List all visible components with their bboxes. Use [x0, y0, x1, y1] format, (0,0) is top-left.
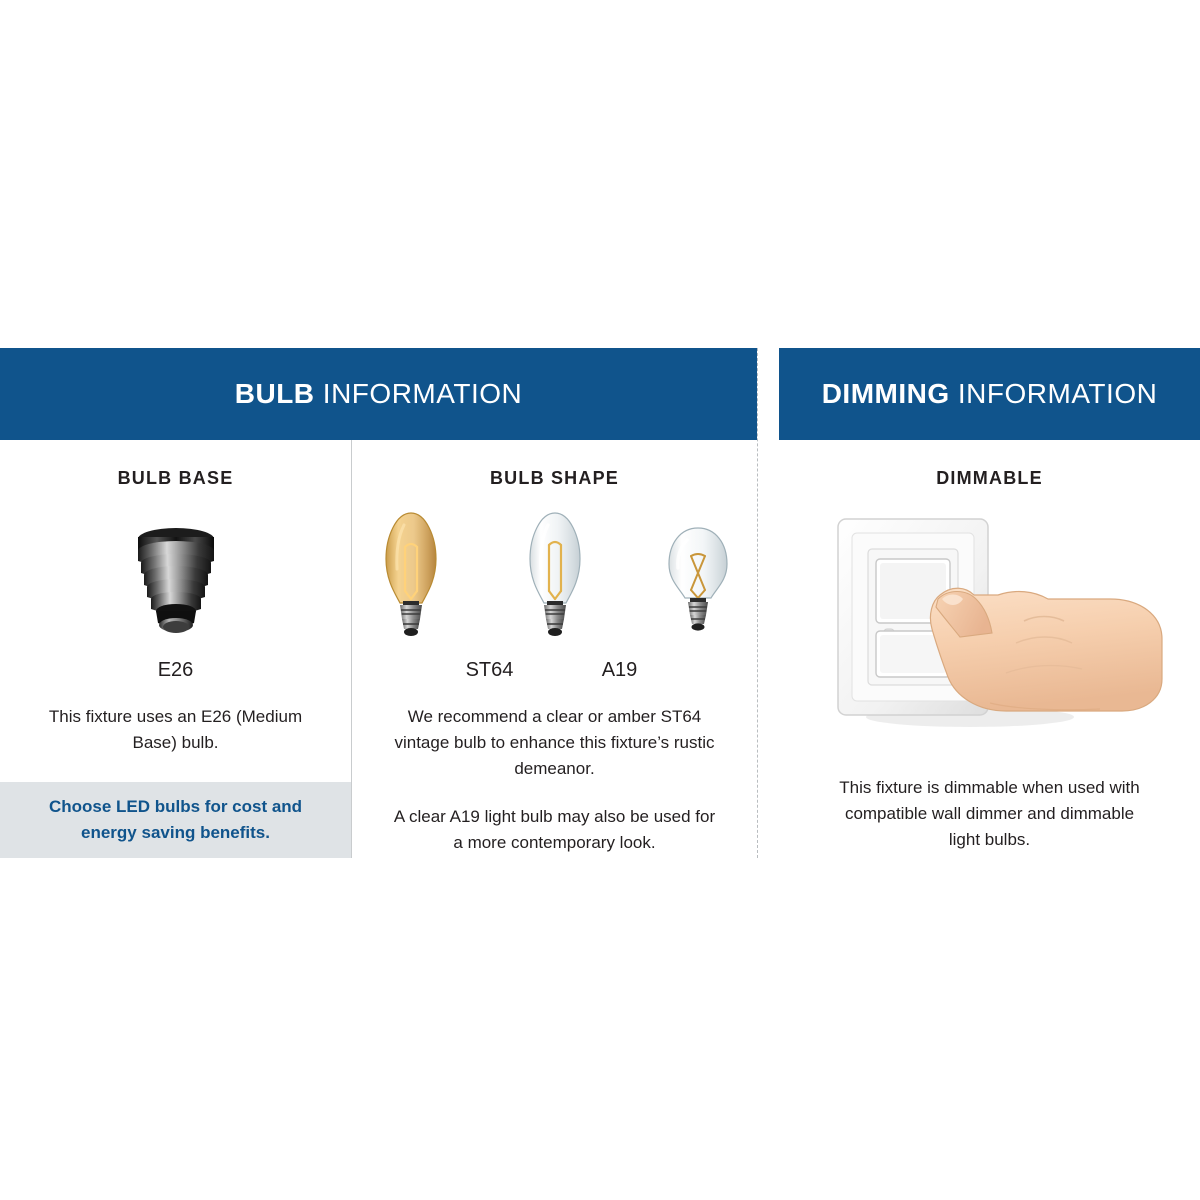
bulb-shape-label-a19: A19 — [601, 659, 638, 681]
bulb-shape-art — [352, 497, 757, 647]
bulb-base-column — [0, 440, 351, 858]
bulb-base-label: E26 — [157, 659, 194, 681]
bulb-base-art — [0, 497, 351, 647]
bulb-shape-labels — [352, 659, 757, 682]
clear-st64-bulb-icon — [496, 497, 614, 647]
hand-pressing-wall-dimmer-icon — [779, 503, 1200, 753]
bulb-shape-column — [351, 440, 757, 858]
bulb-information-panel — [0, 348, 757, 858]
dimmable-column — [779, 440, 1200, 853]
bulb-shape-heading: BULB SHAPE — [489, 468, 619, 488]
bulb-base-heading: BULB BASE — [117, 468, 234, 488]
bulb-information-title-rest: INFORMATION — [314, 378, 523, 409]
bulb-information-title — [235, 378, 522, 410]
bulb-base-description: This fixture uses an E26 (Medium Base) bulb. — [48, 707, 303, 752]
bulb-shape-paragraph-1: We recommend a clear or amber ST64 vintage bulb to enhance this fixture’s rustic demeanor. — [394, 707, 715, 778]
dimmable-heading: DIMMABLE — [936, 468, 1043, 488]
led-callout — [0, 782, 351, 858]
bulb-information-header — [0, 348, 757, 440]
bulb-shape-label-st64: ST64 — [465, 659, 514, 681]
amber-st64-bulb-icon — [352, 497, 470, 647]
dimming-information-title — [822, 378, 1158, 410]
bulb-information-body — [0, 440, 757, 858]
dimming-information-panel — [779, 348, 1200, 853]
clear-a19-bulb-icon — [639, 497, 757, 647]
dimming-information-header — [779, 348, 1200, 440]
dimmable-description: This fixture is dimmable when used with compatible wall dimmer and dimmable light bulbs. — [839, 778, 1140, 849]
dimming-information-title-rest: INFORMATION — [949, 378, 1158, 409]
bulb-shape-paragraph-2: A clear A19 light bulb may also be used for a more contemporary look. — [393, 807, 716, 852]
dimming-information-body — [779, 440, 1200, 853]
e26-bulb-base-icon — [128, 527, 224, 647]
bulb-columns — [0, 440, 757, 858]
led-callout-text: Choose LED bulbs for cost and energy saving benefits. — [48, 797, 303, 842]
panel-divider — [757, 348, 759, 858]
dimming-information-title-bold: DIMMING — [821, 378, 950, 409]
bulb-information-title-bold: BULB — [234, 378, 315, 409]
